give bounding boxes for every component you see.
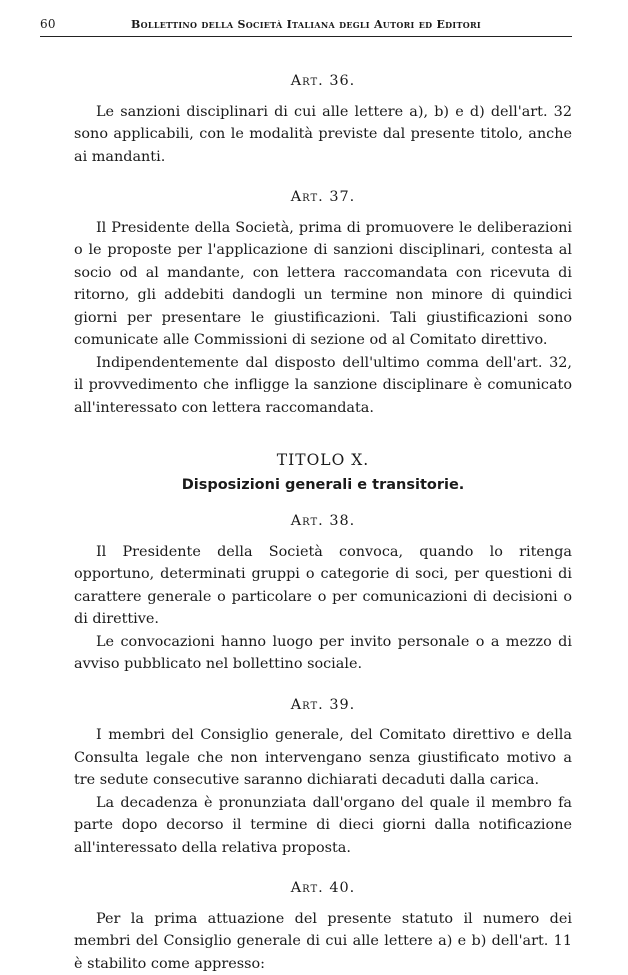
article-36-heading: Art. 36. bbox=[74, 70, 572, 93]
article-39-heading: Art. 39. bbox=[74, 694, 572, 717]
article-36-paragraph-1: Le sanzioni disciplinari di cui alle lettere a), b) e d) dell'art. 32 sono applicabili, con le modalità previste dal presente titolo, anche ai mandanti. bbox=[74, 101, 572, 169]
page-header bbox=[40, 14, 572, 37]
article-40-heading: Art. 40. bbox=[74, 877, 572, 900]
article-39-paragraph-1: I membri del Consiglio generale, del Comitato direttivo e della Consulta legale che non intervengano senza giustificato motivo a tre sedute consecutive saranno dichiarati decaduti dalla carica. bbox=[74, 724, 572, 792]
page-body bbox=[74, 70, 572, 975]
page-number: 60 bbox=[40, 17, 56, 31]
article-40-paragraph-1: Per la prima attuazione del presente statuto il numero dei membri del Consiglio generale di cui alle lettere a) e b) dell'art. 11 è stabilito come appresso: bbox=[74, 908, 572, 975]
article-37-paragraph-2: Indipendentemente dal disposto dell'ultimo comma dell'art. 32, il provvedimento che infligge la sanzione disciplinare è comunicato all'interessato con lettera raccomandata. bbox=[74, 352, 572, 420]
article-38-paragraph-1: Il Presidente della Società convoca, quando lo ritenga opportuno, determinati gruppi o categorie di soci, per questioni di carattere generale o particolare o per comunicazioni di decisioni o di direttive. bbox=[74, 541, 572, 631]
article-37-paragraph-1: Il Presidente della Società, prima di promuovere le deliberazioni o le proposte per l'applicazione di sanzioni disciplinari, contesta al socio od al mandante, con lettera raccomandata con ricevuta di ritorno, gli addebiti dandogli un termine non minore di quindici giorni per presentare le giustificazioni. Tali giustificazioni sono comunicate alle Commissioni di sezione od al Comitato direttivo. bbox=[74, 217, 572, 352]
article-37-heading: Art. 37. bbox=[74, 186, 572, 209]
titolo-subtitle: Disposizioni generali e transitorie. bbox=[74, 474, 572, 497]
article-38-paragraph-2: Le convocazioni hanno luogo per invito personale o a mezzo di avviso pubblicato nel bollettino sociale. bbox=[74, 631, 572, 676]
running-title: Bollettino della Società Italiana degli Autori ed Editori bbox=[40, 18, 572, 31]
article-38-heading: Art. 38. bbox=[74, 510, 572, 533]
article-39-paragraph-2: La decadenza è pronunziata dall'organo del quale il membro fa parte dopo decorso il termine di dieci giorni dalla notificazione all'interessato della relativa proposta. bbox=[74, 792, 572, 860]
titolo-heading: TITOLO X. bbox=[74, 449, 572, 472]
